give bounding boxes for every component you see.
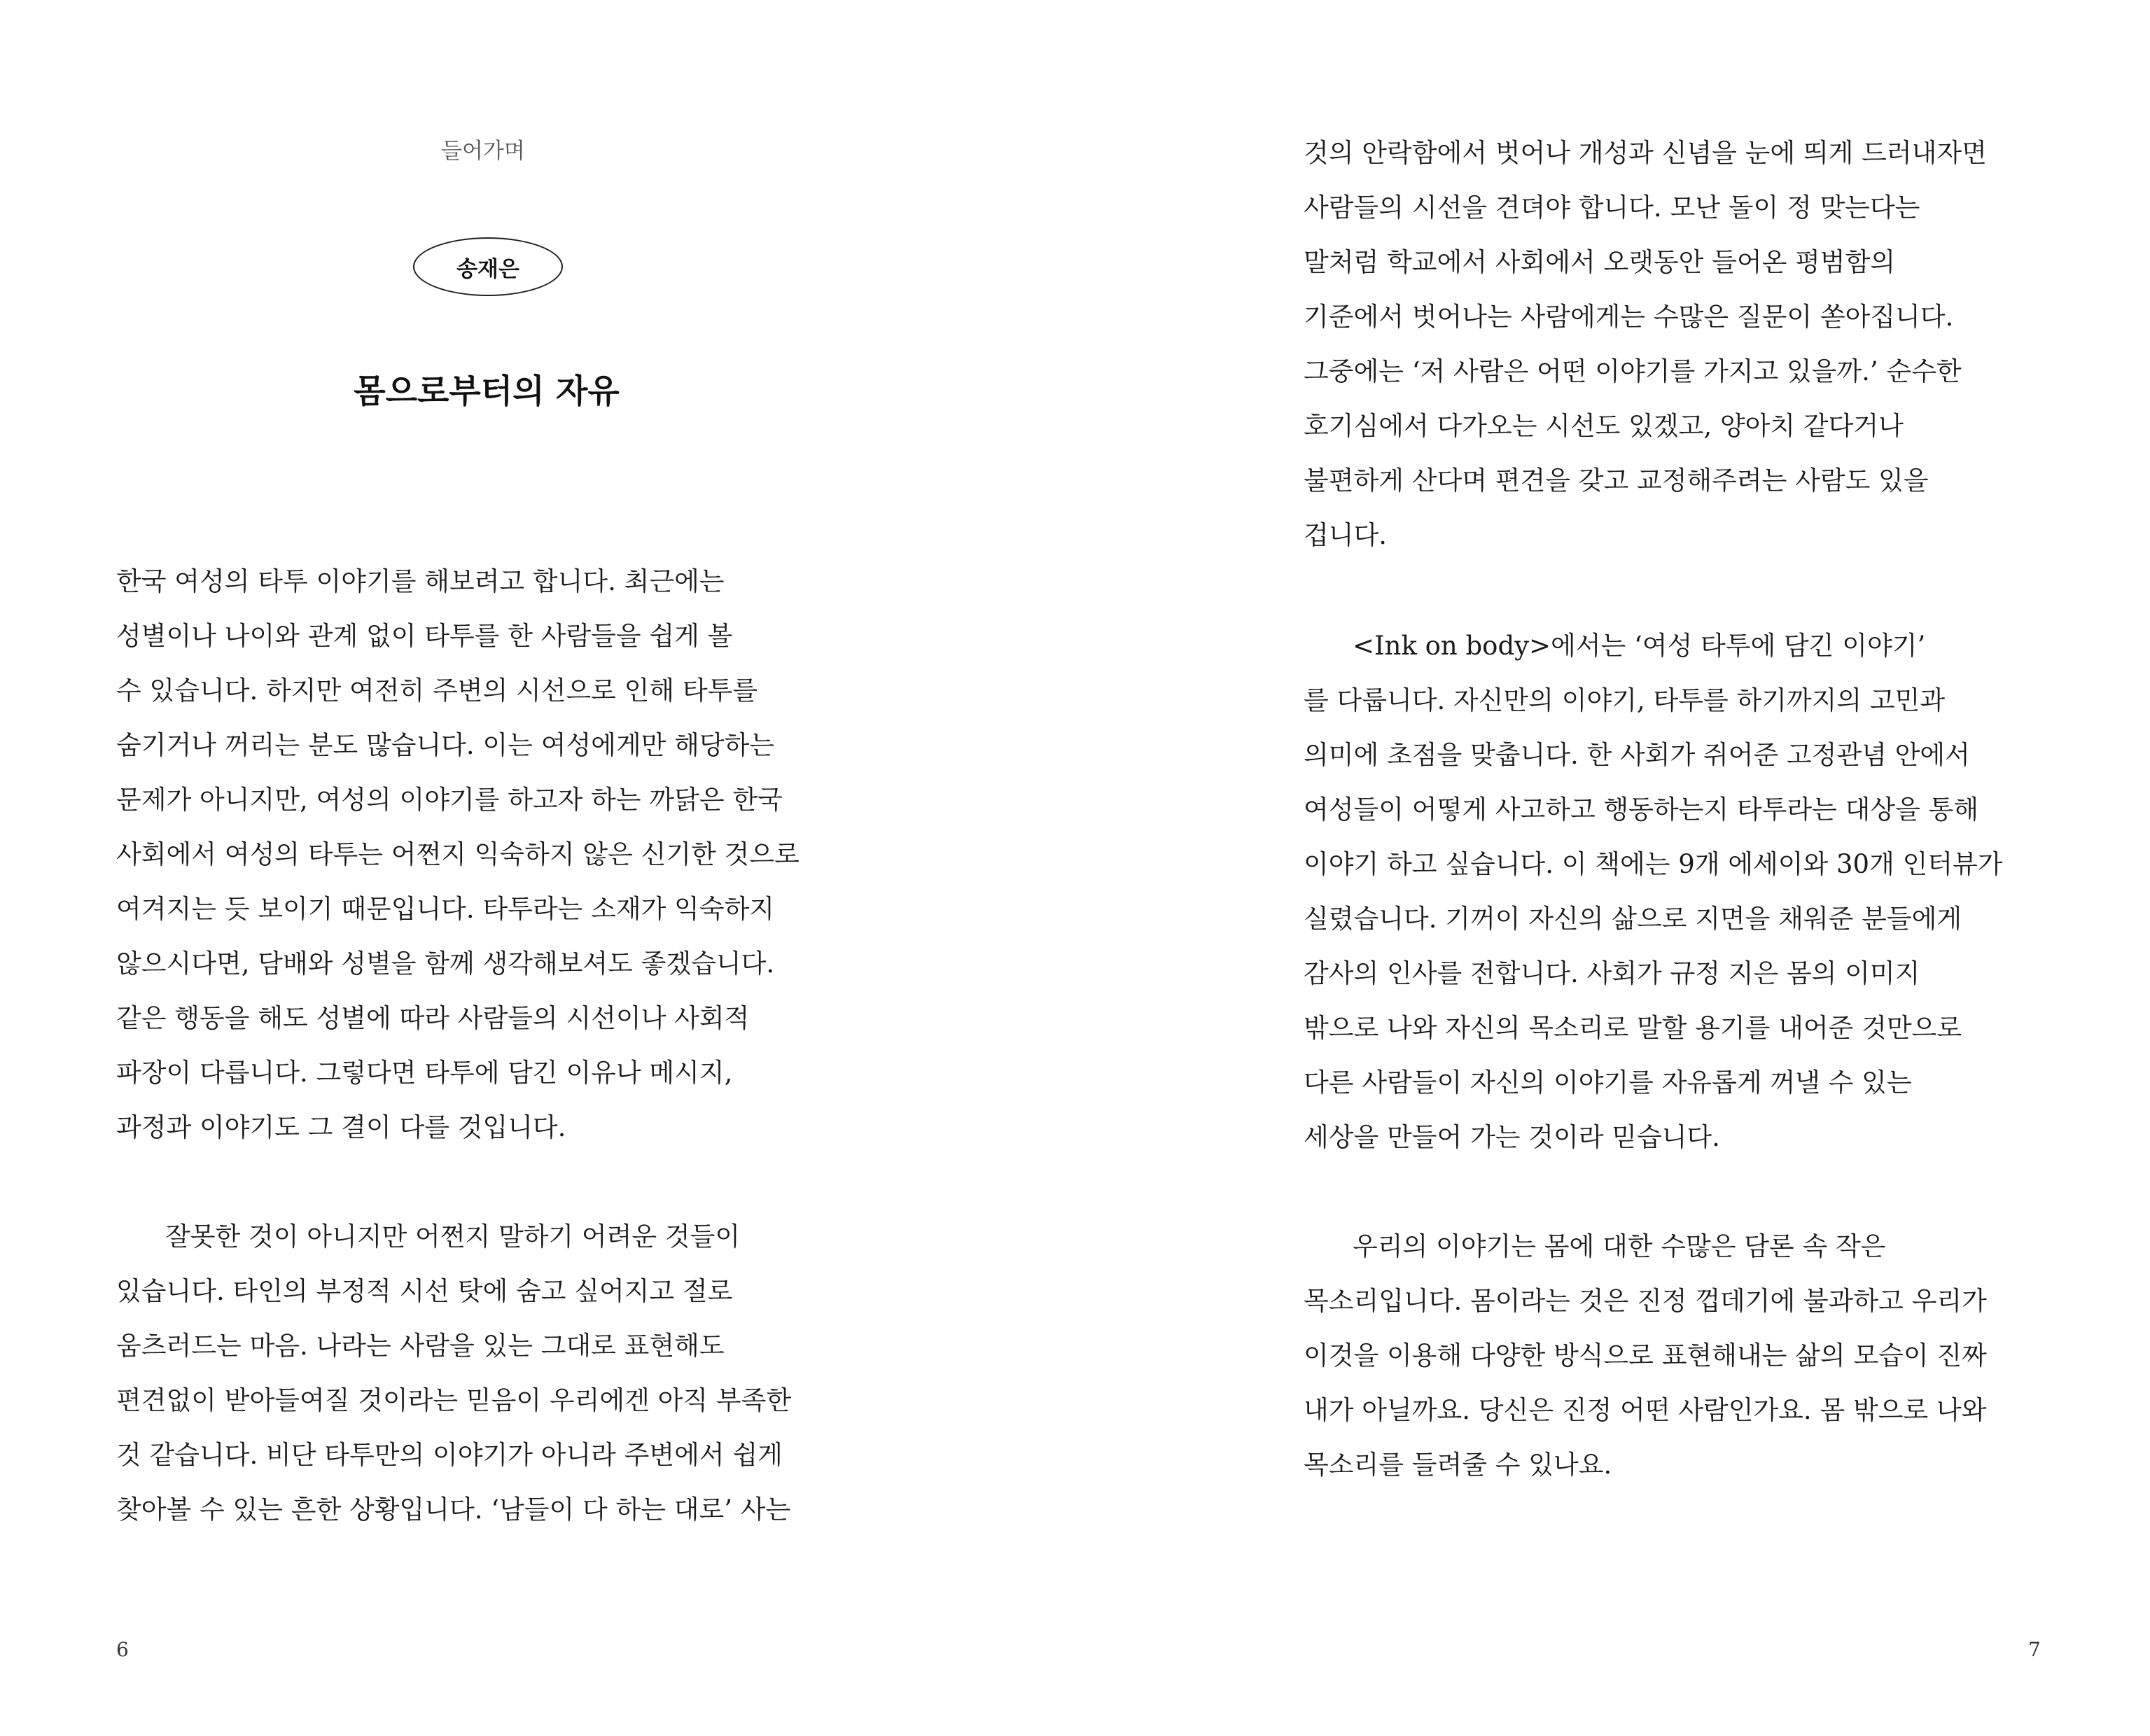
text-line: 겁니다. <box>1304 520 1387 550</box>
text-line: 과정과 이야기도 그 결이 다를 것입니다. <box>116 1112 566 1142</box>
author-badge <box>413 237 563 296</box>
text-line: 실렸습니다. 기꺼이 자신의 삶으로 지면을 채워준 분들에게 <box>1304 904 1962 934</box>
page-number-left: 6 <box>116 1638 129 1661</box>
left-paragraph-2 <box>116 1210 900 1537</box>
text-line: 기준에서 벗어나는 사람에게는 수많은 질문이 쏟아집니다. <box>1304 302 1954 332</box>
text-line: 이야기 하고 싶습니다. 이 책에는 9개 에세이와 30개 인터뷰가 <box>1304 849 2003 879</box>
text-line: 편견없이 받아들여질 것이라는 믿음이 우리에겐 아직 부족한 <box>116 1385 792 1415</box>
text-line: 세상을 만들어 가는 것이라 믿습니다. <box>1304 1122 1720 1152</box>
right-page <box>1075 0 2150 1736</box>
text-line: <Ink on body>에서는 ‘여성 타투에 담긴 이야기’ <box>1353 631 1926 661</box>
text-line: 사람들의 시선을 견뎌야 합니다. 모난 돌이 정 맞는다는 <box>1304 192 1920 223</box>
text-line: 찾아볼 수 있는 흔한 상황입니다. ‘남들이 다 하는 대로’ 사는 <box>116 1494 791 1525</box>
text-line: 한국 여성의 타투 이야기를 해보려고 합니다. 최근에는 <box>116 566 725 596</box>
text-line: 것 같습니다. 비단 타투만의 이야기가 아니라 주변에서 쉽게 <box>116 1440 783 1470</box>
text-line: 사회에서 여성의 타투는 어쩐지 익숙하지 않은 신기한 것으로 <box>116 839 800 869</box>
text-line: 내가 아닐까요. 당신은 진정 어떤 사람인가요. 몸 밖으로 나와 <box>1304 1395 1987 1425</box>
text-line: 여성들이 어떻게 사고하고 행동하는지 타투라는 대상을 통해 <box>1304 794 1979 825</box>
right-paragraph-2 <box>1304 619 2088 1165</box>
text-line: 밖으로 나와 자신의 목소리로 말할 용기를 내어준 것만으로 <box>1304 1013 1962 1043</box>
text-line: 그중에는 ‘저 사람은 어떤 이야기를 가지고 있을까.’ 순수한 <box>1304 356 1962 386</box>
text-line: 것의 안락함에서 벗어나 개성과 신념을 눈에 띄게 드러내자면 <box>1304 138 1987 168</box>
text-line: 감사의 인사를 전합니다. 사회가 규정 지은 몸의 이미지 <box>1304 958 1920 988</box>
text-line: 같은 행동을 해도 성별에 따라 사람들의 시선이나 사회적 <box>116 1003 750 1033</box>
right-paragraph-3 <box>1304 1219 2088 1492</box>
text-line: 의미에 초점을 맞춥니다. 한 사회가 쥐어준 고정관념 안에서 <box>1304 740 1970 770</box>
right-paragraph-1 <box>1304 126 2088 563</box>
text-line: 파장이 다릅니다. 그렇다면 타투에 담긴 이유나 메시지, <box>116 1058 733 1088</box>
text-line: 호기심에서 다가오는 시선도 있겠고, 양아치 같다거나 <box>1304 411 1904 441</box>
text-line: 잘못한 것이 아니지만 어쩐지 말하기 어려운 것들이 <box>165 1222 741 1252</box>
text-line: 다른 사람들이 자신의 이야기를 자유롭게 꺼낼 수 있는 <box>1304 1068 1912 1098</box>
text-line: 있습니다. 타인의 부정적 시선 탓에 숨고 싶어지고 절로 <box>116 1276 733 1306</box>
essay-title: 몸으로부터의 자유 <box>354 372 620 411</box>
text-line: 불편하게 산다며 편견을 갖고 교정해주려는 사람도 있을 <box>1304 465 1929 496</box>
text-line: 목소리를 들려줄 수 있나요. <box>1304 1450 1612 1480</box>
text-line: 말처럼 학교에서 사회에서 오랫동안 들어온 평범함의 <box>1304 247 1896 277</box>
text-line: 이것을 이용해 다양한 방식으로 표현해내는 삶의 모습이 진짜 <box>1304 1340 1987 1371</box>
text-line: 여겨지는 듯 보이기 때문입니다. 타투라는 소재가 익숙하지 <box>116 894 775 924</box>
text-line: 수 있습니다. 하지만 여전히 주변의 시선으로 인해 타투를 <box>116 676 758 706</box>
text-line: 문제가 아니지만, 여성의 이야기를 하고자 하는 까닭은 한국 <box>116 785 783 815</box>
text-line: 숨기거나 꺼리는 분도 많습니다. 이는 여성에게만 해당하는 <box>116 730 775 760</box>
left-paragraph-1 <box>116 554 900 1155</box>
text-line: 성별이나 나이와 관계 없이 타투를 한 사람들을 쉽게 볼 <box>116 621 733 651</box>
section-label: 들어가며 <box>441 139 525 164</box>
text-line: 움츠러드는 마음. 나라는 사람을 있는 그대로 표현해도 <box>116 1331 725 1361</box>
text-line: 목소리입니다. 몸이라는 것은 진정 껍데기에 불과하고 우리가 <box>1304 1286 1987 1316</box>
text-line: 를 다룹니다. 자신만의 이야기, 타투를 하기까지의 고민과 <box>1304 685 1946 715</box>
author-name: 송재은 <box>456 256 519 282</box>
text-line: 우리의 이야기는 몸에 대한 수많은 담론 속 작은 <box>1353 1231 1886 1261</box>
page-number-right: 7 <box>2028 1638 2041 1661</box>
text-line: 않으시다면, 담배와 성별을 함께 생각해보셔도 좋겠습니다. <box>116 948 775 979</box>
